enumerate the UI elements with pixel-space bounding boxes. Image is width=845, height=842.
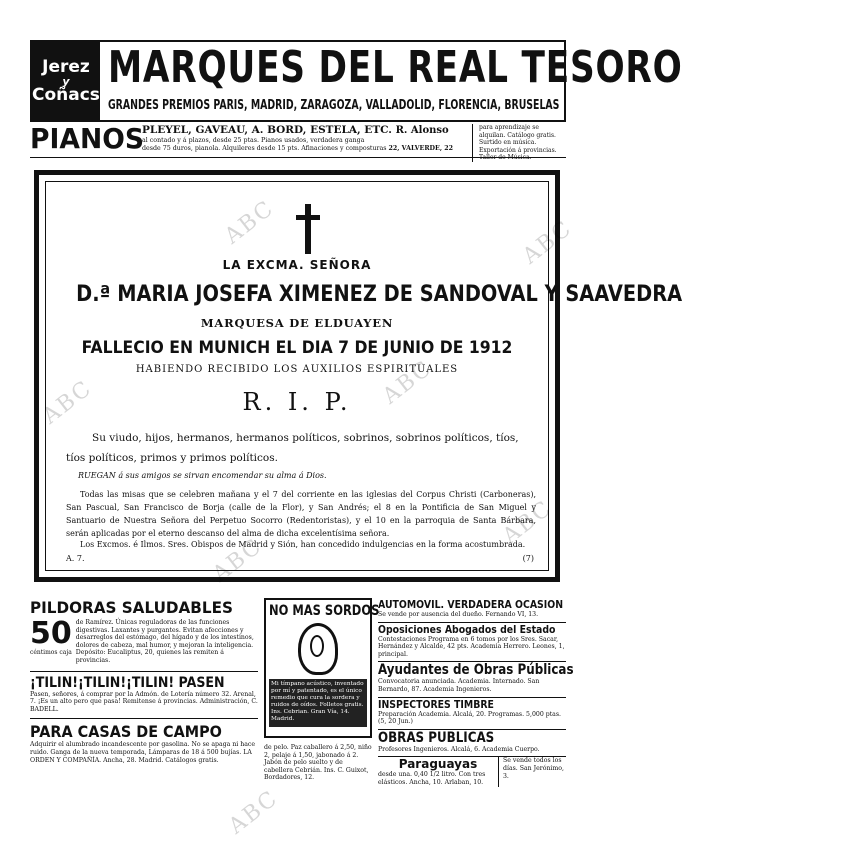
jerez-logo-box <box>32 42 100 120</box>
obituary-inner <box>45 181 683 571</box>
tilin-text: Pasen, señores, á comprar por la Admón. de Lotería número 32. Arenal, 7. ¡Es un alto pero que pasa! Remitense á provincias. Administración, C. BADELL. <box>30 690 258 713</box>
oposiciones-text: Contestaciones Programa en 6 tomos por los Sres. Sacar, Hernández y Alcalde, 42 pts. Academia Herrero. Leones, 1, principal. <box>378 635 565 658</box>
indulgence-line: Los Excmos. é Ilmos. Sres. Obispos de Madrid y Sión, han concedido indulgencias en la forma acostumbrada. <box>80 540 526 549</box>
brand-block <box>100 42 845 120</box>
prizes-line: GRANDES PREMIOS PARIS, MADRID, ZARAGOZA, VALLADOLID, FLORENCIA, BRUSELAS <box>107 98 560 113</box>
sordos-text: Mi tímpano acústico, inventado por mí y patentado, es el único remedio que cura la sordera y ruidos de oídos. Folletos gratis. Ins. Cebrian. Gran Vía, 14. Madrid. <box>269 679 367 727</box>
pianos-alonso: R. Alonso <box>395 125 449 136</box>
pildoras-cent: céntimos caja <box>30 649 72 656</box>
pianos-address: 22, VALVERDE, 22 <box>388 145 453 152</box>
pildoras-text: de Ramírez. Únicas reguladoras de las funciones digestivas. Laxantes y purgantes. Evitan afecciones y desarreglos del estómago, del hígado y de los intestinos, dolores de cabeza, mal humor, y mejoran la inteligencia. Depósito: Eucaliptus, 20, quienes las remiten á provincias. <box>75 619 254 664</box>
header-ad <box>30 40 683 122</box>
rip: R. I. P. <box>242 388 352 416</box>
jerez-y: y <box>62 74 70 88</box>
tilin-title: ¡TILIN!¡TILIN!¡TILIN! PASEN <box>30 674 225 691</box>
watermark: ABC <box>378 355 438 410</box>
watermark: ABC <box>220 195 280 250</box>
obras-text: Profesores Ingenieros. Alcalá, 6. Academia Cuerpo. <box>378 745 540 753</box>
family-list: Su viudo, hijos, hermanos, hermanos políticos, sobrinos, sobrinos políticos, tíos, tíos políticos, primos y primos políticos. <box>66 432 519 464</box>
sordos-ad <box>264 598 380 738</box>
sordos-title: NO MAS SORDOS <box>269 603 380 619</box>
ads-column-middle <box>264 598 380 838</box>
ayudantes-title: Ayudantes de Obras Públicas <box>378 662 574 679</box>
inspectores-title: INSPECTORES TIMBRE <box>378 697 494 711</box>
oposiciones-title: Oposiciones Abogados del Estado <box>378 622 556 636</box>
obituary-title: LA EXCMA. SEÑORA <box>222 258 372 272</box>
inspectores-text: Preparación Academia. Alcalá, 20. Programas. 5,000 ptas. (5, 20 Jun.) <box>378 710 562 726</box>
classified-ads <box>30 598 574 838</box>
pianos-line2: al contado y á plazos, desde 25 ptas. Pianos usados, verdadera ganga <box>142 137 365 144</box>
auxilios-line: HABIENDO RECIBIDO LOS AUXILIOS ESPIRITUALES <box>135 364 459 375</box>
watermark: ABC <box>224 785 284 840</box>
ear-icon <box>298 623 338 675</box>
obras-title: OBRAS PUBLICAS <box>378 729 495 746</box>
pianos-right-text: para aprendizaje se alquilan. Catálogo gratis. Surtido en música. Exportación á provincias. Taller de Música. <box>472 124 566 162</box>
watermark: ABC <box>518 215 578 270</box>
ruegan-line: RUEGAN á sus amigos se sirvan encomendar su alma á Dios. <box>78 471 327 480</box>
pildoras-price: 50 <box>30 616 72 651</box>
ads-column-right <box>378 598 574 838</box>
marquesa-title: MARQUESA DE ELDUAYEN <box>200 316 394 330</box>
conacs-word: Coñacs <box>32 84 100 105</box>
death-notice: FALLECIO EN MUNICH EL DIA 7 DE JUNIO DE 1912 <box>81 338 513 358</box>
pianos-ad <box>30 122 566 161</box>
watermark: ABC <box>38 375 98 430</box>
footer-left: A. 7. <box>66 554 85 563</box>
footer-right: (7) <box>522 554 534 563</box>
masses-paragraph: Todas las misas que se celebren mañana y el 7 del corriente en las iglesias del Corpus Christi (Carboneras), San Pascual, San Francisco de Borja (calle de la Flor), y San Andrés; el 8 en la Pontificia de San Miguel y Santuario de Nuestra Señora del Perpetuo Socorro (Redentoristas), y el 10 en la parroquia de Santa Bárbara, serán aplicadas por el eterno descanso del alma de dicha excelentísima señora. <box>66 490 536 538</box>
watermark: ABC <box>498 495 558 550</box>
jerez-word: Jerez <box>42 56 90 77</box>
pildoras-body <box>30 616 258 665</box>
ads-column-left <box>30 598 258 838</box>
pianos-word: PIANOS <box>30 122 145 155</box>
paraguayas-text: desde una. 0,40 1/2 litro. Con tres elásticos. Ancha, 10. Arlaban, 10. <box>378 771 486 786</box>
brand-title: MARQUES DEL REAL TESORO <box>107 42 683 93</box>
paraguayas-title: Paraguayas <box>398 757 478 772</box>
right-small-text: Se vende todos los días. San Jerónimo, 3. <box>498 757 566 786</box>
watermark: ABC <box>208 533 268 588</box>
obituary-frame <box>34 170 683 582</box>
campo-text: Adquirir el alumbrado incandescente por gasolina. No se apaga ni hace ruido. Ganga de la nueva temporada, Lámparas de 18 á 500 bujías. LA ORDEN Y COMPAÑÍA. Ancha, 28. Madrid. Catálogos gratis. <box>30 741 256 764</box>
campo-title: PARA CASAS DE CAMPO <box>30 722 222 742</box>
ayudantes-text: Convocatoria anunciada. Academia. Internado. San Bernardo, 87. Academia Ingenieros. <box>378 678 540 693</box>
cabello-text: de pelo. Paz caballero á 2,50, niño 2, pelaje á 1,50, jabonado á 2. Jabón de pelo suelto y de cabellera Cebrián. Ins. C. Guixot, Bordadores, 12. <box>264 744 372 782</box>
pianos-main <box>142 124 472 153</box>
pianos-brands: PLEYEL, GAVEAU, A. BORD, ESTELA, ETC. R. Alonso <box>142 124 449 136</box>
auto-title: AUTOMOVIL. VERDADERA OCASION <box>378 598 564 611</box>
deceased-name: D.ª MARIA JOSEFA XIMENEZ DE SANDOVAL Y SAAVEDRA <box>76 282 683 307</box>
cross-icon <box>296 204 320 254</box>
pianos-line3: desde 75 duros, pianola. Alquileres desde 15 pts. Afinaciones y composturas 22, VALVERDE, 22 <box>142 145 453 152</box>
auto-text: Se vende por ausencia del dueño. Fernando VI, 13. <box>378 611 539 618</box>
pildoras-title: PILDORAS SALUDABLES <box>30 598 233 617</box>
